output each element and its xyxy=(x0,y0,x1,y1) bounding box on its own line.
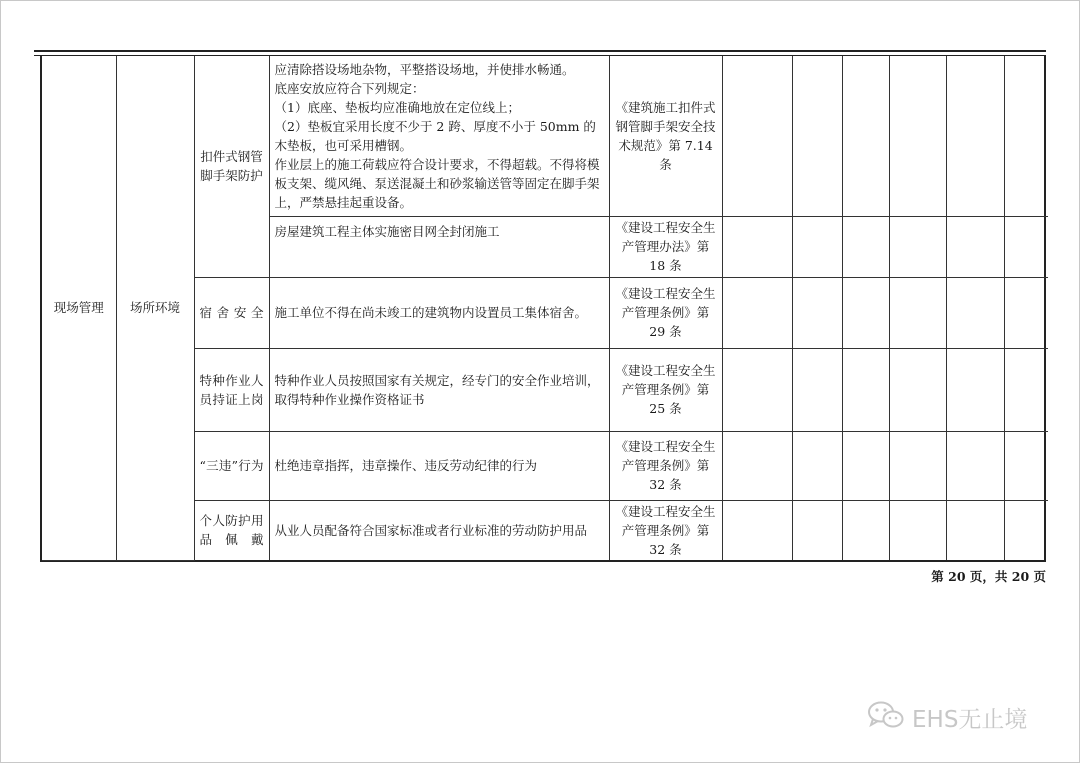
content-line: 房屋建筑工程主体实施密目网全封闭施工 xyxy=(274,223,500,239)
empty-cell xyxy=(792,56,842,216)
content-cell xyxy=(269,500,609,560)
empty-cell xyxy=(946,277,1004,348)
empty-cell xyxy=(889,348,946,431)
empty-cell xyxy=(842,348,889,431)
empty-cell xyxy=(889,56,946,216)
empty-cell xyxy=(1004,500,1048,560)
empty-cell xyxy=(889,277,946,348)
empty-cell xyxy=(842,277,889,348)
content-line: 作业层上的施工荷载应符合设计要求，不得超载。不得将模板支架、缆风绳、泵送混凝土和砂浆输送管等固定在脚手架上，严禁悬挂起重设备。 xyxy=(274,156,600,210)
item-cell: 个人防护用品佩戴 xyxy=(194,500,269,560)
watermark-text: EHS无止境 xyxy=(912,706,1028,733)
header-rule xyxy=(34,50,1046,52)
watermark xyxy=(866,700,1056,734)
content-line: （2）垫板宜采用长度不少于 2 跨、厚度不小于 50mm 的木垫板，也可采用槽钢。 xyxy=(274,118,596,153)
empty-cell xyxy=(889,500,946,560)
wechat-icon xyxy=(866,700,906,734)
item-cell: 特种作业人员持证上岗 xyxy=(194,348,269,431)
empty-cell xyxy=(722,277,792,348)
empty-cell xyxy=(946,500,1004,560)
item-cell: 宿舍安全 xyxy=(194,277,269,348)
basis-cell: 《建设工程安全生产管理条例》第 25 条 xyxy=(609,348,722,431)
item-label: 扣件式钢管脚手架防护 xyxy=(200,149,263,184)
basis-cell: 《建设工程安全生产管理条例》第 29 条 xyxy=(609,277,722,348)
empty-cell xyxy=(1004,431,1048,500)
content-cell xyxy=(269,277,609,348)
category-cell: 现场管理 xyxy=(42,56,116,560)
page-number: 第 20 页，共 20 页 xyxy=(931,569,1046,584)
empty-cell xyxy=(946,348,1004,431)
item-cell xyxy=(194,56,269,277)
empty-cell xyxy=(1004,348,1048,431)
content-cell xyxy=(269,348,609,431)
empty-cell xyxy=(1004,56,1048,216)
empty-cell xyxy=(1004,216,1048,277)
basis-cell: 《建设工程安全生产管理办法》第 18 条 xyxy=(609,216,722,277)
empty-cell xyxy=(842,216,889,277)
basis-cell: 《建筑施工扣件式钢管脚手架安全技术规范》第 7.14 条 xyxy=(609,56,722,216)
inspection-table-grid xyxy=(42,56,1048,561)
empty-cell xyxy=(842,56,889,216)
empty-cell xyxy=(792,431,842,500)
empty-cell xyxy=(722,216,792,277)
empty-cell xyxy=(842,500,889,560)
content-cell xyxy=(269,56,609,216)
content-line: 应清除搭设场地杂物，平整搭设场地，并使排水畅通。 xyxy=(274,61,575,77)
content-cell xyxy=(269,216,609,277)
inspection-table xyxy=(40,56,1046,562)
content-line: 底座安放应符合下列规定： xyxy=(274,80,425,96)
empty-cell xyxy=(842,431,889,500)
empty-cell xyxy=(792,277,842,348)
content-line: 杜绝违章指挥，违章操作、违反劳动纪律的行为 xyxy=(274,458,538,473)
empty-cell xyxy=(792,348,842,431)
empty-cell xyxy=(1004,277,1048,348)
empty-cell xyxy=(792,216,842,277)
content-line: 从业人员配备符合国家标准或者行业标准的劳动防护用品 xyxy=(274,522,588,538)
subcategory-cell: 场所环境 xyxy=(116,56,194,560)
basis-cell: 《建设工程安全生产管理条例》第 32 条 xyxy=(609,500,722,560)
table-row xyxy=(42,56,1048,216)
empty-cell xyxy=(946,56,1004,216)
basis-cell: 《建设工程安全生产管理条例》第 32 条 xyxy=(609,431,722,500)
empty-cell xyxy=(722,56,792,216)
empty-cell xyxy=(722,500,792,560)
content-line: 特种作业人员按照国家有关规定，经专门的安全作业培训，取得特种作业操作资格证书 xyxy=(274,372,600,407)
empty-cell xyxy=(946,216,1004,277)
content-cell xyxy=(269,431,609,500)
empty-cell xyxy=(792,500,842,560)
content-line: 施工单位不得在尚未竣工的建筑物内设置员工集体宿舍。 xyxy=(274,305,588,320)
empty-cell xyxy=(722,348,792,431)
content-line: （1）底座、垫板均应准确地放在定位线上； xyxy=(274,99,520,115)
empty-cell xyxy=(889,431,946,500)
empty-cell xyxy=(889,216,946,277)
empty-cell xyxy=(722,431,792,500)
empty-cell xyxy=(946,431,1004,500)
item-cell: “三违”行为 xyxy=(194,431,269,500)
